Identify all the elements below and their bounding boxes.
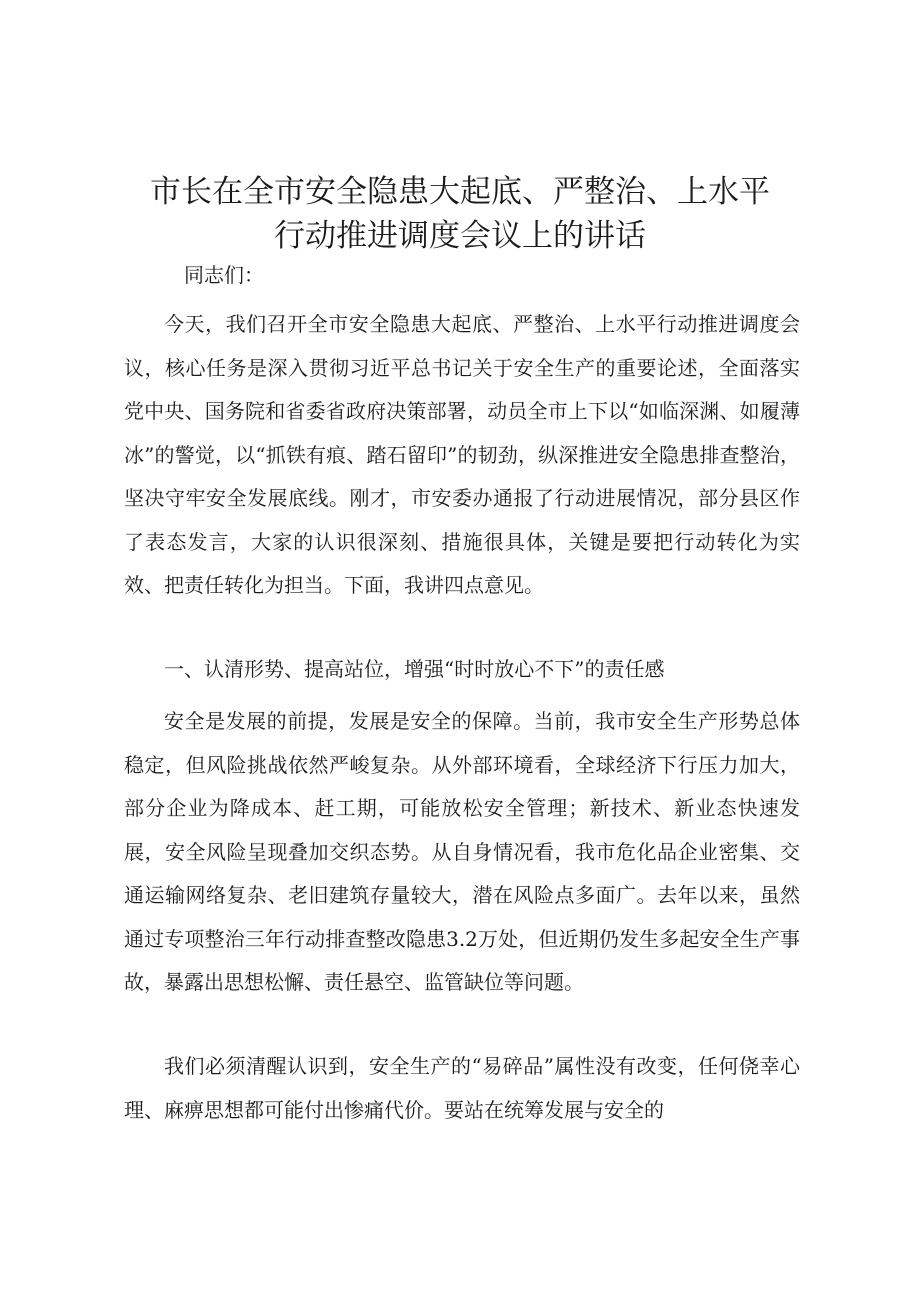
salutation: 同志们：	[184, 263, 264, 287]
document-title-line-1: 市长在全市安全隐患大起底、严整治、上水平	[150, 174, 770, 210]
paragraph-intro: 今天，我们召开全市安全隐患大起底、严整治、上水平行动推进调度会议，核心任务是深入贯彻习近平总书记关于安全生产的重要论述，全面落实党中央、国务院和省委省政府决策部署，动员全市上下以“如临深渊、如履薄冰”的警觉，以“抓铁有痕、踏石留印”的韧劲，纵深推进安全隐患排查整治，坚决守牢安全发展底线。刚才，市安委办通报了行动进展情况，部分县区作了表态发言，大家的认识很深刻、措施很具体，关键是要把行动转化为实效、把责任转化为担当。下面，我讲四点意见。	[124, 312, 800, 597]
paragraph-awareness: 我们必须清醒认识到，安全生产的“易碎品”属性没有改变，任何侥幸心理、麻痹思想都可能付出惨痛代价。要站在统筹发展与安全的	[124, 1054, 800, 1122]
paragraph-situation: 安全是发展的前提，发展是安全的保障。当前，我市安全生产形势总体稳定，但风险挑战依然严峻复杂。从外部环境看，全球经济下行压力加大，部分企业为降成本、赶工期，可能放松安全管理；新技术、新业态快速发展，安全风险呈现叠加交织态势。从自身情况看，我市危化品企业密集、交通运输网络复杂、老旧建筑存量较大，潜在风险点多面广。去年以来，虽然通过专项整治三年行动排查整改隐患3.2万处，但近期仍发生多起安全生产事故，暴露出思想松懈、责任悬空、监管缺位等问题。	[124, 709, 800, 994]
section-heading-1: 一、认清形势、提高站位，增强“时时放心不下”的责任感	[164, 657, 665, 681]
document-title-line-2: 行动推进调度会议上的讲话	[274, 218, 646, 254]
